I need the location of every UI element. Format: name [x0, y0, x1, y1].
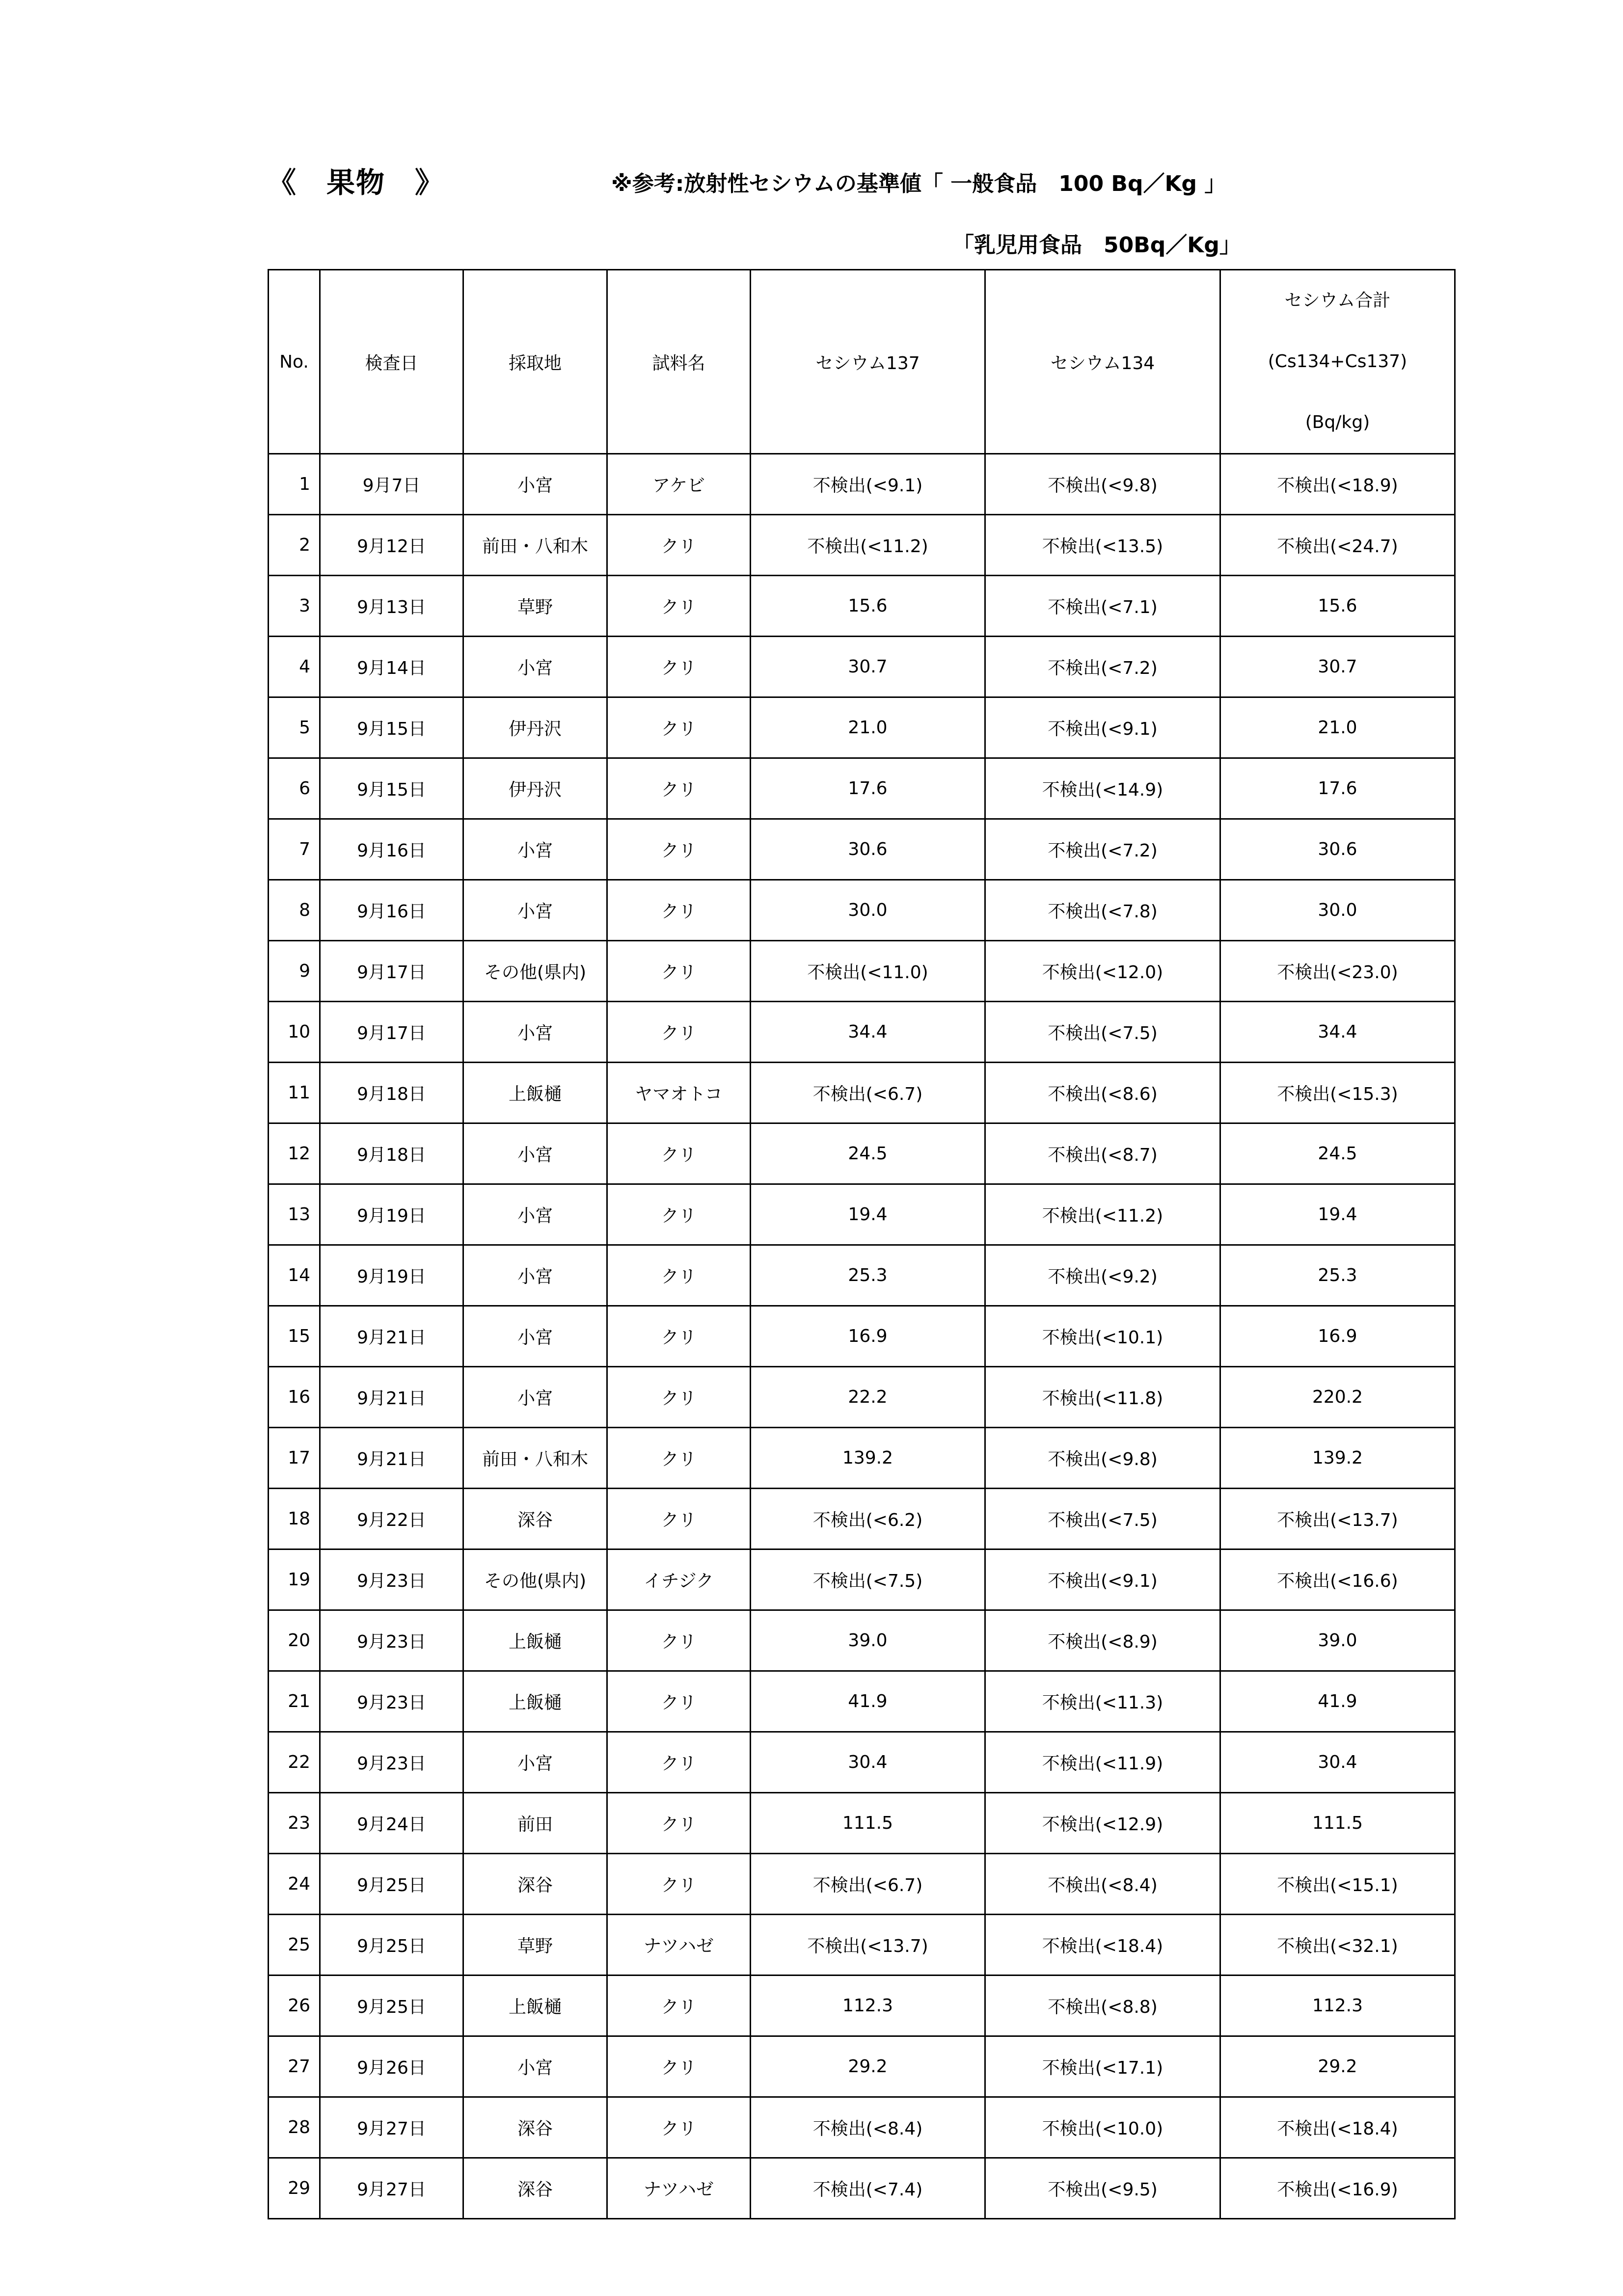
- cell-date: 9月15日: [320, 697, 463, 758]
- cell-cs137: 不検出(<7.5): [751, 1549, 985, 1610]
- table-row: [269, 1489, 1455, 1549]
- cell-sample: クリ: [607, 819, 751, 880]
- cell-sample: クリ: [607, 1732, 751, 1793]
- cell-sample: クリ: [607, 1793, 751, 1854]
- cell-total: 不検出(<32.1): [1220, 1915, 1455, 1976]
- cell-date: 9月13日: [320, 576, 463, 637]
- cell-sample: クリ: [607, 1367, 751, 1428]
- cell-date: 9月25日: [320, 1915, 463, 1976]
- cell-sample: クリ: [607, 1976, 751, 2036]
- cell-place: 深谷: [463, 2097, 607, 2158]
- cell-total: 139.2: [1220, 1428, 1455, 1489]
- table-row: [269, 515, 1455, 576]
- cell-date: 9月21日: [320, 1306, 463, 1367]
- cell-cs134: 不検出(<12.9): [985, 1793, 1220, 1854]
- cell-no: 9: [269, 941, 320, 1002]
- table-row: [269, 1915, 1455, 1976]
- cell-cs137: 41.9: [751, 1671, 985, 1732]
- cell-total: 34.4: [1220, 1002, 1455, 1063]
- cell-cs134: 不検出(<14.9): [985, 758, 1220, 819]
- cell-sample: クリ: [607, 1184, 751, 1245]
- cell-place: 小宮: [463, 1306, 607, 1367]
- cell-date: 9月12日: [320, 515, 463, 576]
- cell-date: 9月23日: [320, 1671, 463, 1732]
- cell-cs134: 不検出(<12.0): [985, 941, 1220, 1002]
- cell-date: 9月26日: [320, 2036, 463, 2097]
- cell-cs137: 30.6: [751, 819, 985, 880]
- cell-sample: クリ: [607, 1245, 751, 1306]
- cell-place: その他(県内): [463, 1549, 607, 1610]
- header-cs134: セシウム134: [985, 270, 1220, 454]
- cell-place: 草野: [463, 1915, 607, 1976]
- cell-sample: クリ: [607, 758, 751, 819]
- cell-cs134: 不検出(<18.4): [985, 1915, 1220, 1976]
- cell-place: 伊丹沢: [463, 697, 607, 758]
- header-total-line2: (Cs134+Cs137): [1268, 351, 1407, 372]
- header-cs137: セシウム137: [751, 270, 985, 454]
- header-total-line1: セシウム合計: [1284, 291, 1391, 311]
- cell-total: 41.9: [1220, 1671, 1455, 1732]
- cell-date: 9月23日: [320, 1549, 463, 1610]
- cell-place: 上飯樋: [463, 1976, 607, 2036]
- cell-date: 9月14日: [320, 637, 463, 697]
- cell-no: 12: [269, 1123, 320, 1184]
- cell-cs134: 不検出(<7.1): [985, 576, 1220, 637]
- cell-cs134: 不検出(<8.4): [985, 1854, 1220, 1915]
- cell-place: 小宮: [463, 454, 607, 515]
- table-row: [269, 819, 1455, 880]
- cell-date: 9月25日: [320, 1976, 463, 2036]
- cell-sample: クリ: [607, 697, 751, 758]
- cell-sample: ヤマオトコ: [607, 1063, 751, 1123]
- cell-total: 39.0: [1220, 1610, 1455, 1671]
- cell-place: 小宮: [463, 819, 607, 880]
- cell-no: 21: [269, 1671, 320, 1732]
- cell-no: 4: [269, 637, 320, 697]
- cell-cs137: 不検出(<11.0): [751, 941, 985, 1002]
- cell-sample: クリ: [607, 1123, 751, 1184]
- cell-place: 前田・八和木: [463, 515, 607, 576]
- cell-cs134: 不検出(<17.1): [985, 2036, 1220, 2097]
- cell-cs134: 不検出(<7.8): [985, 880, 1220, 941]
- cell-cs134: 不検出(<11.8): [985, 1367, 1220, 1428]
- cell-cs134: 不検出(<11.9): [985, 1732, 1220, 1793]
- cell-total: 15.6: [1220, 576, 1455, 637]
- table-row: [269, 697, 1455, 758]
- cell-no: 27: [269, 2036, 320, 2097]
- table-row: [269, 1610, 1455, 1671]
- table-row: [269, 1306, 1455, 1367]
- cell-sample: クリ: [607, 2097, 751, 2158]
- table-row: [269, 1428, 1455, 1489]
- reference-general-food: ※参考:放射性セシウムの基準値「 一般食品 100 Bq／Kg 」: [611, 171, 1226, 196]
- cell-total: 不検出(<16.9): [1220, 2158, 1455, 2219]
- cell-cs137: 17.6: [751, 758, 985, 819]
- cell-place: 深谷: [463, 2158, 607, 2219]
- cell-sample: ナツハゼ: [607, 1915, 751, 1976]
- table-row: [269, 1671, 1455, 1732]
- cell-date: 9月25日: [320, 1854, 463, 1915]
- cell-cs137: 不検出(<8.4): [751, 2097, 985, 2158]
- cell-sample: クリ: [607, 2036, 751, 2097]
- cell-no: 8: [269, 880, 320, 941]
- cell-total: 19.4: [1220, 1184, 1455, 1245]
- cell-place: 前田: [463, 1793, 607, 1854]
- cell-cs137: 34.4: [751, 1002, 985, 1063]
- cell-cs137: 30.7: [751, 637, 985, 697]
- cell-total: 30.4: [1220, 1732, 1455, 1793]
- cell-cs134: 不検出(<7.5): [985, 1489, 1220, 1549]
- cell-cs137: 25.3: [751, 1245, 985, 1306]
- table-row: [269, 880, 1455, 941]
- cell-cs137: 不検出(<13.7): [751, 1915, 985, 1976]
- cell-total: 30.6: [1220, 819, 1455, 880]
- table-row: [269, 1976, 1455, 2036]
- cell-date: 9月24日: [320, 1793, 463, 1854]
- cell-no: 24: [269, 1854, 320, 1915]
- cell-total: 25.3: [1220, 1245, 1455, 1306]
- cell-place: 小宮: [463, 1245, 607, 1306]
- table-row: [269, 1793, 1455, 1854]
- cell-cs134: 不検出(<7.2): [985, 637, 1220, 697]
- cell-date: 9月23日: [320, 1610, 463, 1671]
- cell-no: 18: [269, 1489, 320, 1549]
- cell-cs137: 19.4: [751, 1184, 985, 1245]
- cell-place: 小宮: [463, 880, 607, 941]
- cell-cs134: 不検出(<9.5): [985, 2158, 1220, 2219]
- cell-no: 10: [269, 1002, 320, 1063]
- cell-no: 25: [269, 1915, 320, 1976]
- cell-total: 不検出(<18.4): [1220, 2097, 1455, 2158]
- cell-cs134: 不検出(<9.2): [985, 1245, 1220, 1306]
- cell-sample: クリ: [607, 1489, 751, 1549]
- cell-cs134: 不検出(<7.5): [985, 1002, 1220, 1063]
- header-date: 検査日: [320, 270, 463, 454]
- cell-cs134: 不検出(<9.1): [985, 1549, 1220, 1610]
- cell-total: 不検出(<13.7): [1220, 1489, 1455, 1549]
- cell-total: 不検出(<16.6): [1220, 1549, 1455, 1610]
- cell-cs137: 21.0: [751, 697, 985, 758]
- cell-cs137: 不検出(<6.7): [751, 1063, 985, 1123]
- cell-no: 29: [269, 2158, 320, 2219]
- cell-place: 小宮: [463, 637, 607, 697]
- cell-cs134: 不検出(<8.6): [985, 1063, 1220, 1123]
- page-title: 《 果物 》: [268, 166, 445, 199]
- cell-cs137: 不検出(<7.4): [751, 2158, 985, 2219]
- cell-total: 17.6: [1220, 758, 1455, 819]
- cell-cs134: 不検出(<11.3): [985, 1671, 1220, 1732]
- table-row: [269, 1367, 1455, 1428]
- cell-no: 15: [269, 1306, 320, 1367]
- cell-cs137: 139.2: [751, 1428, 985, 1489]
- cell-place: 上飯樋: [463, 1671, 607, 1732]
- table-row: [269, 1245, 1455, 1306]
- cell-place: 小宮: [463, 1002, 607, 1063]
- cell-place: その他(県内): [463, 941, 607, 1002]
- cell-place: 小宮: [463, 1184, 607, 1245]
- cell-cs137: 30.4: [751, 1732, 985, 1793]
- cell-no: 1: [269, 454, 320, 515]
- cell-total: 111.5: [1220, 1793, 1455, 1854]
- cell-total: 16.9: [1220, 1306, 1455, 1367]
- cell-no: 17: [269, 1428, 320, 1489]
- cell-date: 9月15日: [320, 758, 463, 819]
- cell-cs137: 30.0: [751, 880, 985, 941]
- table-row: [269, 1184, 1455, 1245]
- cell-sample: クリ: [607, 515, 751, 576]
- cell-date: 9月19日: [320, 1245, 463, 1306]
- cell-no: 3: [269, 576, 320, 637]
- cell-total: 不検出(<15.1): [1220, 1854, 1455, 1915]
- table-row: [269, 454, 1455, 515]
- cell-place: 草野: [463, 576, 607, 637]
- cell-date: 9月19日: [320, 1184, 463, 1245]
- cell-date: 9月17日: [320, 941, 463, 1002]
- table-row: [269, 941, 1455, 1002]
- cell-sample: クリ: [607, 1671, 751, 1732]
- cell-total: 30.0: [1220, 880, 1455, 941]
- cell-place: 前田・八和木: [463, 1428, 607, 1489]
- cell-cs134: 不検出(<8.7): [985, 1123, 1220, 1184]
- cell-place: 小宮: [463, 2036, 607, 2097]
- cell-total: 24.5: [1220, 1123, 1455, 1184]
- cell-place: 深谷: [463, 1854, 607, 1915]
- cell-cs134: 不検出(<7.2): [985, 819, 1220, 880]
- cell-date: 9月17日: [320, 1002, 463, 1063]
- cell-total: 220.2: [1220, 1367, 1455, 1428]
- cell-place: 小宮: [463, 1732, 607, 1793]
- table-row: [269, 2097, 1455, 2158]
- cell-total: 112.3: [1220, 1976, 1455, 2036]
- cell-cs137: 39.0: [751, 1610, 985, 1671]
- cell-cs134: 不検出(<10.1): [985, 1306, 1220, 1367]
- table-row: [269, 576, 1455, 637]
- cell-place: 上飯樋: [463, 1610, 607, 1671]
- header-total-line3: (Bq/kg): [1305, 412, 1370, 432]
- cell-no: 28: [269, 2097, 320, 2158]
- cell-sample: クリ: [607, 880, 751, 941]
- cell-cs137: 24.5: [751, 1123, 985, 1184]
- cell-cs137: 不検出(<11.2): [751, 515, 985, 576]
- cell-cs134: 不検出(<8.9): [985, 1610, 1220, 1671]
- cell-sample: クリ: [607, 941, 751, 1002]
- cell-sample: クリ: [607, 637, 751, 697]
- cell-date: 9月7日: [320, 454, 463, 515]
- cell-cs137: 不検出(<6.7): [751, 1854, 985, 1915]
- cell-date: 9月16日: [320, 880, 463, 941]
- cell-place: 上飯樋: [463, 1063, 607, 1123]
- cell-sample: クリ: [607, 1002, 751, 1063]
- cell-sample: クリ: [607, 1610, 751, 1671]
- table-body: [269, 454, 1455, 2219]
- table-row: [269, 1549, 1455, 1610]
- cell-place: 小宮: [463, 1367, 607, 1428]
- cell-no: 16: [269, 1367, 320, 1428]
- cell-total: 不検出(<23.0): [1220, 941, 1455, 1002]
- cell-no: 7: [269, 819, 320, 880]
- table-row: [269, 1854, 1455, 1915]
- cell-total: 21.0: [1220, 697, 1455, 758]
- cell-cs134: 不検出(<9.1): [985, 697, 1220, 758]
- cell-no: 22: [269, 1732, 320, 1793]
- cell-total: 不検出(<24.7): [1220, 515, 1455, 576]
- cell-no: 13: [269, 1184, 320, 1245]
- cell-total: 29.2: [1220, 2036, 1455, 2097]
- cell-cs134: 不検出(<13.5): [985, 515, 1220, 576]
- header-place: 採取地: [463, 270, 607, 454]
- cell-no: 26: [269, 1976, 320, 2036]
- cell-date: 9月27日: [320, 2097, 463, 2158]
- cell-no: 2: [269, 515, 320, 576]
- cell-date: 9月21日: [320, 1367, 463, 1428]
- cell-cs137: 15.6: [751, 576, 985, 637]
- table-row: [269, 2036, 1455, 2097]
- header-no: No.: [269, 270, 320, 454]
- cell-sample: ナツハゼ: [607, 2158, 751, 2219]
- table-row: [269, 2158, 1455, 2219]
- cell-sample: クリ: [607, 1306, 751, 1367]
- cell-cs137: 112.3: [751, 1976, 985, 2036]
- cell-no: 6: [269, 758, 320, 819]
- cell-cs137: 22.2: [751, 1367, 985, 1428]
- cell-cs134: 不検出(<11.2): [985, 1184, 1220, 1245]
- cell-date: 9月22日: [320, 1489, 463, 1549]
- cell-cs134: 不検出(<10.0): [985, 2097, 1220, 2158]
- cell-no: 19: [269, 1549, 320, 1610]
- cell-date: 9月18日: [320, 1063, 463, 1123]
- cell-sample: クリ: [607, 576, 751, 637]
- table-row: [269, 1002, 1455, 1063]
- cell-sample: イチジク: [607, 1549, 751, 1610]
- cell-date: 9月23日: [320, 1732, 463, 1793]
- table-row: [269, 1123, 1455, 1184]
- cell-no: 5: [269, 697, 320, 758]
- cell-no: 20: [269, 1610, 320, 1671]
- cell-total: 30.7: [1220, 637, 1455, 697]
- header-total: [1220, 270, 1455, 454]
- table-row: [269, 758, 1455, 819]
- cell-place: 深谷: [463, 1489, 607, 1549]
- cell-place: 伊丹沢: [463, 758, 607, 819]
- cell-date: 9月18日: [320, 1123, 463, 1184]
- table-row: [269, 637, 1455, 697]
- cell-cs137: 111.5: [751, 1793, 985, 1854]
- cell-no: 23: [269, 1793, 320, 1854]
- cell-cs137: 16.9: [751, 1306, 985, 1367]
- cell-place: 小宮: [463, 1123, 607, 1184]
- cell-sample: クリ: [607, 1428, 751, 1489]
- reference-infant-food: 「乳児用食品 50Bq／Kg」: [952, 233, 1241, 258]
- cell-cs137: 不検出(<9.1): [751, 454, 985, 515]
- results-table: [268, 269, 1456, 2219]
- table-header-row: [269, 270, 1455, 454]
- header-sample: 試料名: [607, 270, 751, 454]
- cell-cs137: 不検出(<6.2): [751, 1489, 985, 1549]
- cell-no: 14: [269, 1245, 320, 1306]
- cell-cs134: 不検出(<9.8): [985, 1428, 1220, 1489]
- cell-date: 9月27日: [320, 2158, 463, 2219]
- cell-date: 9月16日: [320, 819, 463, 880]
- cell-total: 不検出(<15.3): [1220, 1063, 1455, 1123]
- cell-date: 9月21日: [320, 1428, 463, 1489]
- cell-sample: アケビ: [607, 454, 751, 515]
- cell-no: 11: [269, 1063, 320, 1123]
- cell-total: 不検出(<18.9): [1220, 454, 1455, 515]
- cell-cs134: 不検出(<8.8): [985, 1976, 1220, 2036]
- cell-cs134: 不検出(<9.8): [985, 454, 1220, 515]
- cell-sample: クリ: [607, 1854, 751, 1915]
- table-row: [269, 1063, 1455, 1123]
- table-row: [269, 1732, 1455, 1793]
- cell-cs137: 29.2: [751, 2036, 985, 2097]
